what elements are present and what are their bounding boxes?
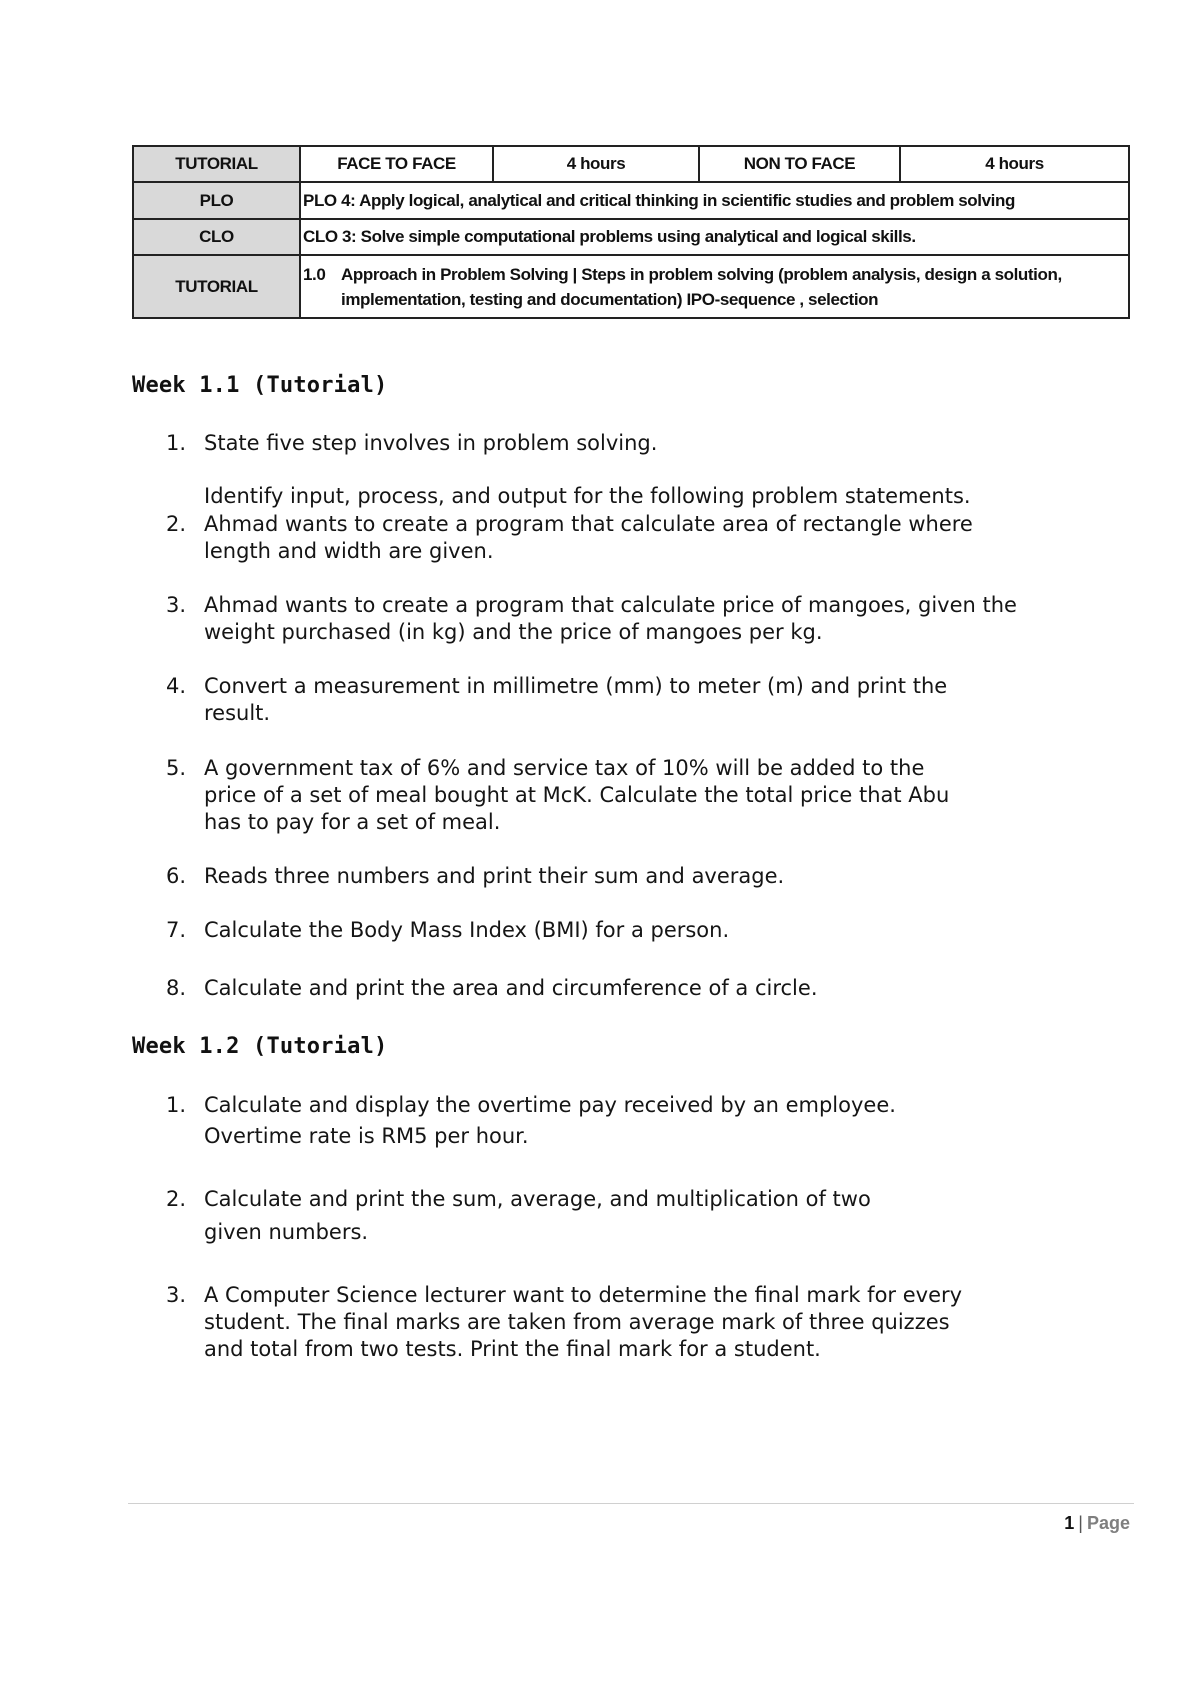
question-text: State five step involves in problem solving. [204,431,658,455]
cell-tutorial-topic [300,255,1129,318]
cell-clo-text: CLO 3: Solve simple computational problems using analytical and logical skills. [300,219,1129,255]
question-text: Calculate the Body Mass Index (BMI) for a person. [204,918,730,942]
cell-clo-label: CLO [133,219,300,255]
cell-face-hours: 4 hours [493,146,699,182]
table-row-tutorial-hours [133,146,1129,182]
question-number: 7. [166,918,187,942]
course-info-table [132,145,1130,319]
page-footer [1064,1513,1130,1534]
question-text: Calculate and print the area and circumference of a circle. [204,976,818,1000]
question-text: Convert a measurement in millimetre (mm) to meter (m) and print the result. [204,674,948,725]
cell-non-face-hours: 4 hours [900,146,1129,182]
topic-number: 1.0 [303,264,326,284]
question-number: 2. [166,1187,187,1211]
topic-line-1 [303,262,1122,287]
cell-tutorial-label: TUTORIAL [133,146,300,182]
page-number: 1 [1064,1513,1075,1533]
question-number: 3. [166,1283,187,1307]
cell-tutorial-topic-label: TUTORIAL [133,255,300,318]
question-number: 1. [166,431,187,455]
week-1-2-heading: Week 1.2 (Tutorial) [132,1034,388,1059]
cell-plo-label: PLO [133,182,300,219]
topic-text-line-2: implementation, testing and documentation) IPO-sequence , selection [341,289,879,309]
question-text: Reads three numbers and print their sum and average. [204,864,785,888]
cell-face-to-face: FACE TO FACE [300,146,493,182]
question-number: 3. [166,593,187,617]
question-text: Ahmad wants to create a program that calculate area of rectangle where length and width are given. [204,512,973,563]
question-text: A government tax of 6% and service tax of 10% will be added to the price of a set of meal bought at McK. Calculate the total price that Abu has to pay for a set of meal. [204,756,950,834]
footer-divider [128,1503,1134,1504]
cell-plo-text: PLO 4: Apply logical, analytical and critical thinking in scientific studies and problem solving [300,182,1129,219]
table-row-clo [133,219,1129,255]
topic-text-line-1: Approach in Problem Solving | Steps in problem solving (problem analysis, design a solution, [341,264,1062,284]
question-number: 4. [166,674,187,698]
question-text: Calculate and display the overtime pay received by an employee. Overtime rate is RM5 per hour. [204,1093,896,1148]
page-separator: | [1078,1513,1083,1533]
question-number: 1. [166,1093,187,1117]
table-row-plo [133,182,1129,219]
week-1-1-heading: Week 1.1 (Tutorial) [132,373,388,398]
question-number: 5. [166,756,187,780]
question-text: Ahmad wants to create a program that calculate price of mangoes, given the weight purchased (in kg) and the price of mangoes per kg. [204,593,1017,644]
question-text: A Computer Science lecturer want to determine the final mark for every student. The final marks are taken from average mark of three quizzes and total from two tests. Print the final mark for a student. [204,1283,963,1361]
question-number: 8. [166,976,187,1000]
week-1-1-intro: Identify input, process, and output for the following problem statements. [204,484,971,508]
cell-non-face: NON TO FACE [699,146,900,182]
question-text: Calculate and print the sum, average, and multiplication of two given numbers. [204,1187,871,1244]
question-number: 2. [166,512,187,536]
table-row-tutorial-topic [133,255,1129,318]
page-label: Page [1086,1513,1130,1533]
question-number: 6. [166,864,187,888]
